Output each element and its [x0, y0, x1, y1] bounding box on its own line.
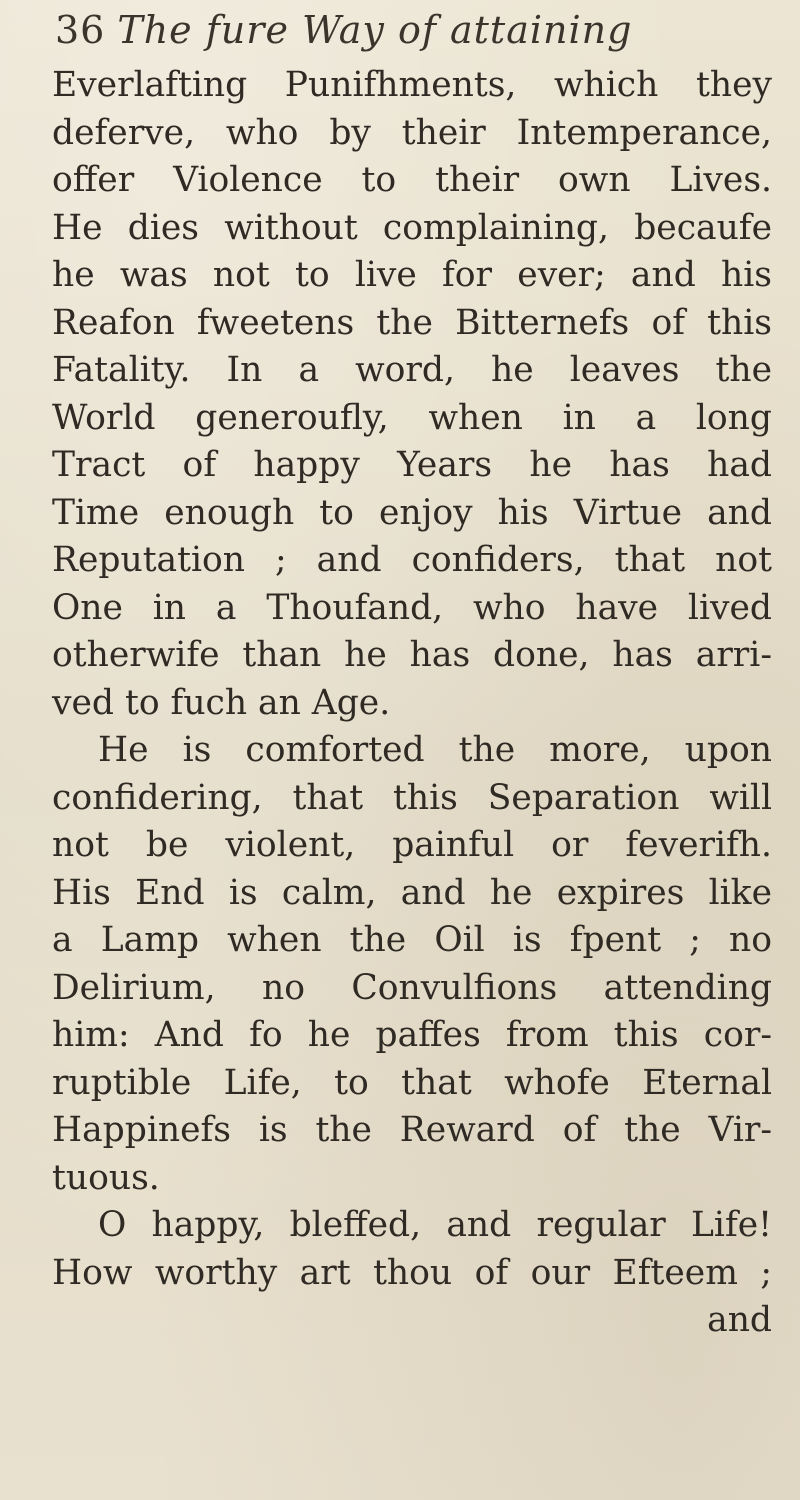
running-header: [55, 8, 632, 52]
text-line: Delirium, no Convulfions attending: [52, 967, 772, 1008]
text-line: How worthy art thou of our Efteem ;: [52, 1252, 772, 1293]
text-line: deferve, who by their Intemperance,: [52, 112, 772, 153]
text-line: ruptible Life, to that whofe Eternal: [52, 1062, 772, 1103]
text-line: Time enough to enjoy his Virtue and: [52, 492, 772, 533]
page-number: 36: [55, 8, 106, 52]
text-line: otherwife than he has done, has arri-: [52, 635, 772, 675]
text-line: ved to fuch an Age.: [52, 682, 391, 723]
text-line: him: And fo he paffes from this cor-: [52, 1015, 772, 1055]
text-line: His End is calm, and he expires like: [52, 872, 772, 913]
text-line: One in a Thoufand, who have lived: [52, 587, 772, 628]
text-line: He is comforted the more, upon: [98, 730, 772, 770]
page-body: [52, 62, 772, 1345]
text-line: He dies without complaining, becaufe: [52, 207, 772, 248]
text-line: Fatality. In a word, he leaves the: [52, 350, 772, 390]
text-line: Reputation ; and confiders, that not: [52, 540, 772, 580]
text-line: Everlafting Punifhments, which they: [52, 65, 772, 105]
text-line: O happy, bleffed, and regular Life!: [98, 1205, 772, 1245]
text-line: Tract of happy Years he has had: [52, 445, 772, 485]
text-line: Reafon fweetens the Bitternefs of this: [52, 302, 772, 343]
text-line: he was not to live for ever; and his: [52, 255, 772, 295]
text-line: confidering, that this Separation will: [52, 777, 772, 818]
text-line: World generoufly, when in a long: [52, 397, 772, 438]
running-title: The fure Way of attaining: [117, 8, 633, 52]
text-line: offer Violence to their own Lives.: [52, 160, 772, 200]
text-line: tuous.: [52, 1157, 160, 1198]
text-line: a Lamp when the Oil is fpent ; no: [52, 920, 772, 960]
text-line: not be violent, painful or feverifh.: [52, 825, 772, 865]
catchword: and: [707, 1300, 772, 1340]
text-line: Happinefs is the Reward of the Vir-: [52, 1110, 772, 1150]
